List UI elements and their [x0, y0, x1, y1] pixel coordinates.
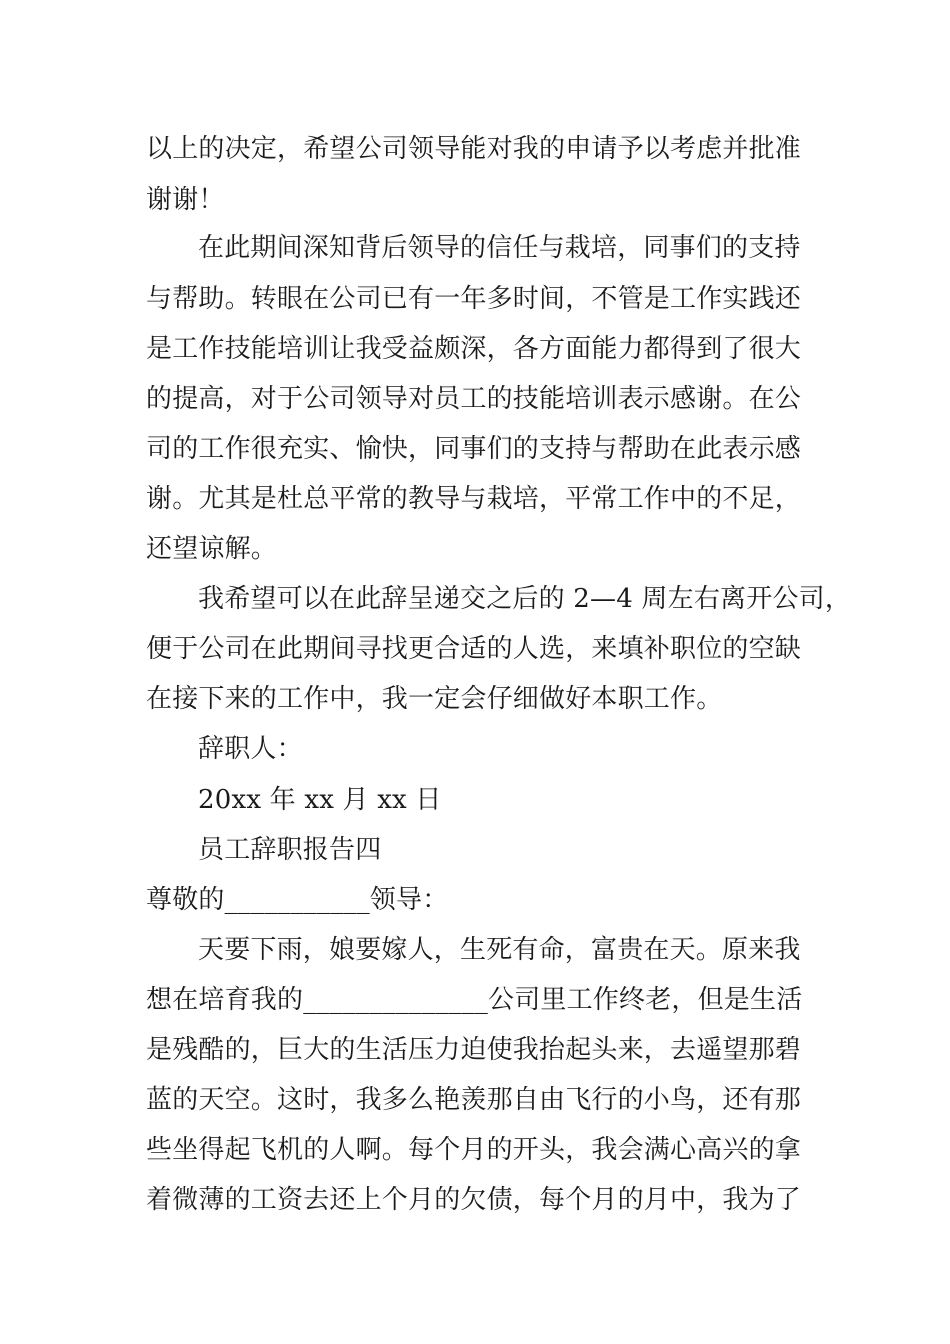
text-line: 些坐得起飞机的人啊。每个月的开头，我会满心高兴的拿	[146, 1135, 802, 1165]
text-line: 是工作技能培训让我受益颇深，各方面能力都得到了很大	[146, 334, 802, 364]
section-heading: 员工辞职报告四	[198, 835, 382, 865]
date-line: 20xx 年 xx 月 xx 日	[198, 785, 442, 815]
text-line: 是残酷的，巨大的生活压力迫使我抬起头来，去遥望那碧	[146, 1035, 802, 1065]
salutation: 尊敬的___________领导：	[146, 885, 449, 915]
text-line: 以上的决定，希望公司领导能对我的申请予以考虑并批准	[146, 134, 802, 164]
paragraph-start-line: 天要下雨，娘要嫁人，生死有命，富贵在天。原来我	[198, 935, 801, 965]
text-line: 蓝的天空。这时，我多么艳羡那自由飞行的小鸟，还有那	[146, 1085, 802, 1115]
text-line: 在接下来的工作中，我一定会仔细做好本职工作。	[146, 684, 723, 714]
paragraph-start-line: 在此期间深知背后领导的信任与栽培，同事们的支持	[198, 233, 801, 263]
text-line: 司的工作很充实、愉快，同事们的支持与帮助在此表示感	[146, 434, 802, 464]
text-line: 便于公司在此期间寻找更合适的人选，来填补职位的空缺	[146, 634, 802, 664]
text-line: 想在培育我的______________公司里工作终老，但是生活	[146, 985, 803, 1015]
paragraph-start-line: 我希望可以在此辞呈递交之后的 2—4 周左右离开公司，	[198, 584, 852, 614]
text-line: 还望谅解。	[146, 534, 278, 564]
signer-label: 辞职人：	[198, 734, 303, 764]
text-line: 着微薄的工资去还上个月的欠债，每个月的月中，我为了	[146, 1185, 802, 1215]
text-line: 谢。尤其是杜总平常的教导与栽培，平常工作中的不足，	[146, 484, 802, 514]
text-line: 与帮助。转眼在公司已有一年多时间，不管是工作实践还	[146, 284, 802, 314]
text-line: 的提高，对于公司领导对员工的技能培训表示感谢。在公	[146, 384, 802, 414]
text-line: 谢谢！	[146, 185, 225, 215]
